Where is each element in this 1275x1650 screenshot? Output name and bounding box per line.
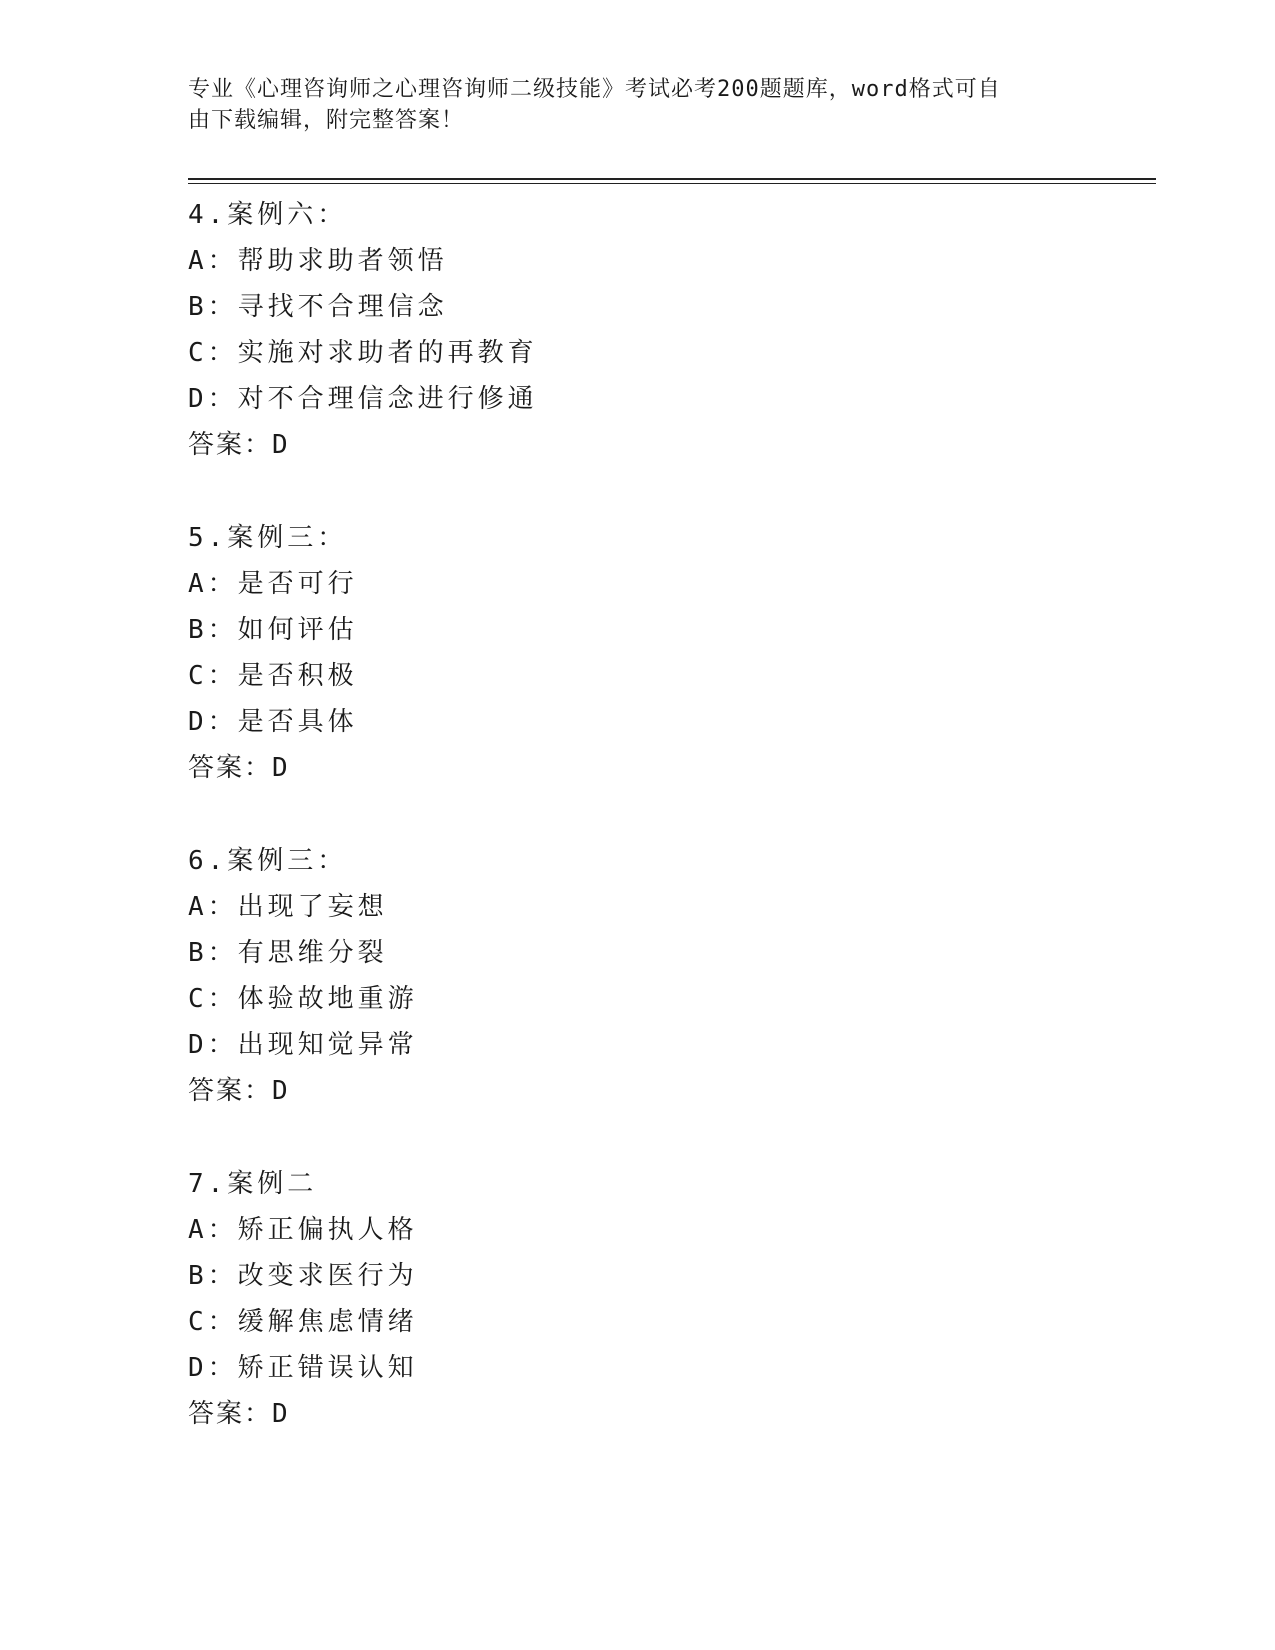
option-b: B：如何评估 — [188, 615, 358, 645]
option-a: A：矫正偏执人格 — [188, 1215, 418, 1245]
option-a: A：出现了妄想 — [188, 892, 388, 922]
answer-line — [188, 1391, 1088, 1437]
option-d: D：矫正错误认知 — [188, 1353, 418, 1383]
answer-line — [188, 422, 1088, 468]
answer-line — [188, 745, 1088, 791]
question-title: 4.案例六： — [188, 200, 348, 230]
answer-label: 答案： — [188, 430, 273, 460]
answer-line — [188, 1068, 1088, 1114]
option-b: B：改变求医行为 — [188, 1261, 418, 1291]
answer-value: D — [272, 1076, 290, 1106]
header-divider-thick — [188, 178, 1156, 180]
question-title: 5.案例三： — [188, 523, 348, 553]
question-7 — [188, 1161, 1088, 1437]
answer-value: D — [272, 430, 290, 460]
option-a: A：帮助求助者领悟 — [188, 246, 448, 276]
question-5 — [188, 515, 1088, 791]
option-c: C：是否积极 — [188, 661, 358, 691]
option-c: C：缓解焦虑情绪 — [188, 1307, 418, 1337]
answer-label: 答案： — [188, 1076, 273, 1106]
option-a: A：是否可行 — [188, 569, 358, 599]
option-d: D：出现知觉异常 — [188, 1030, 418, 1060]
question-list — [188, 192, 1088, 1484]
document-header — [188, 74, 1068, 136]
option-c: C：体验故地重游 — [188, 984, 418, 1014]
option-b: B：有思维分裂 — [188, 938, 388, 968]
question-title: 6.案例三： — [188, 846, 348, 876]
answer-value: D — [272, 1399, 290, 1429]
option-d: D：对不合理信念进行修通 — [188, 384, 538, 414]
answer-value: D — [272, 753, 290, 783]
option-b: B：寻找不合理信念 — [188, 292, 448, 322]
option-d: D：是否具体 — [188, 707, 358, 737]
question-4 — [188, 192, 1088, 468]
header-divider-thin — [188, 183, 1156, 184]
question-6 — [188, 838, 1088, 1114]
question-title: 7.案例二 — [188, 1169, 318, 1199]
answer-label: 答案： — [188, 753, 273, 783]
header-line-1: 专业《心理咨询师之心理咨询师二级技能》考试必考200题题库，word格式可自 — [188, 77, 1001, 102]
header-line-2: 由下载编辑，附完整答案！ — [188, 108, 465, 133]
answer-label: 答案： — [188, 1399, 273, 1429]
option-c: C：实施对求助者的再教育 — [188, 338, 538, 368]
